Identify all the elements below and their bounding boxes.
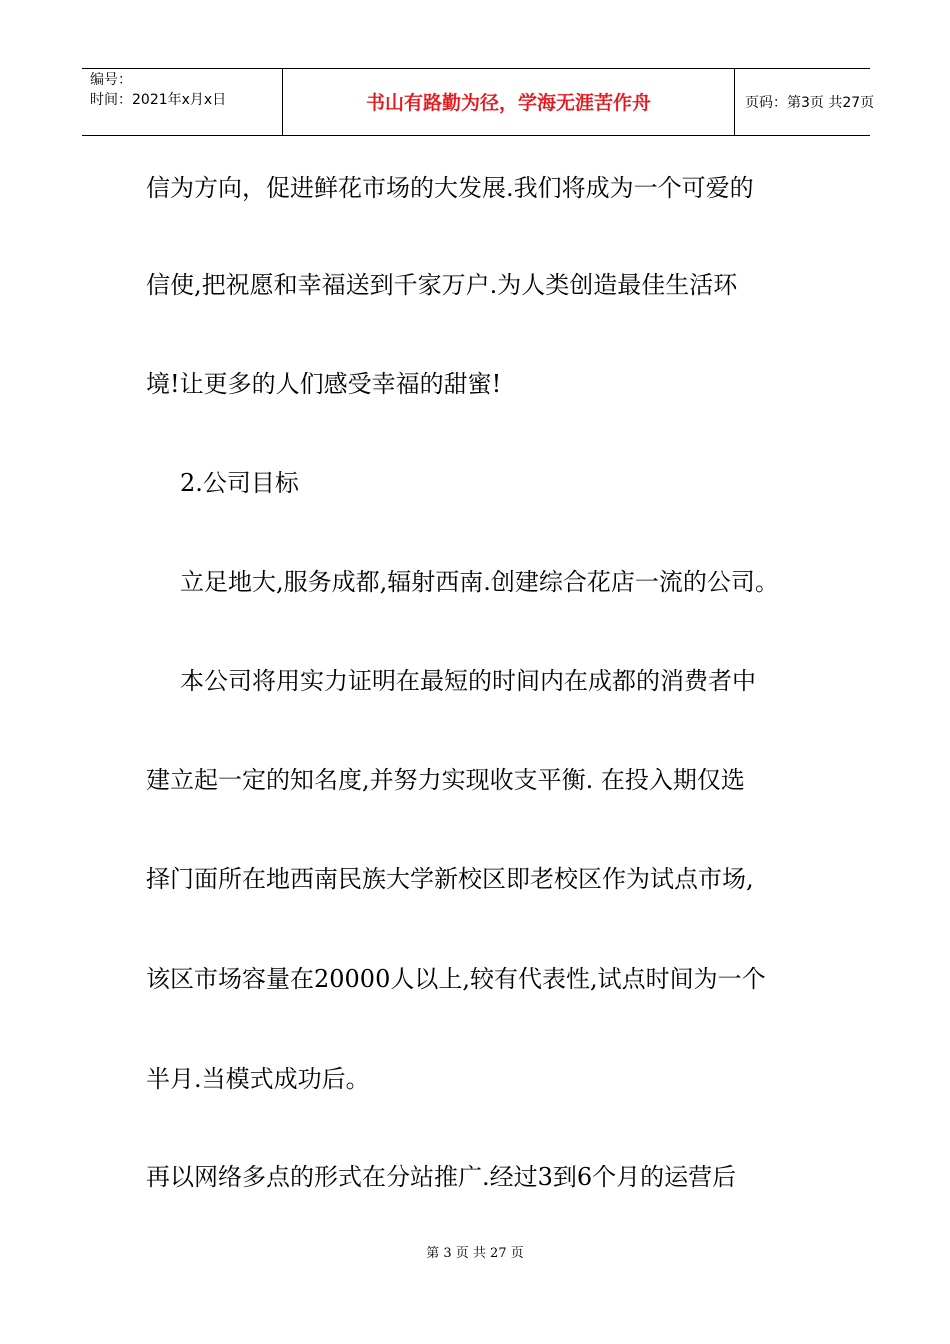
body-line: 半月.当模式成功后。 <box>146 1065 370 1093</box>
motto-text: 书山有路勤为径，学海无涯苦作舟 <box>365 92 651 114</box>
body-line: 该区市场容量在20000人以上,较有代表性,试点时间为一个 <box>146 965 766 993</box>
page-header <box>82 68 875 136</box>
body-line: 立足地大,服务成都,辐射西南.创建综合花店一流的公司。 <box>180 568 779 596</box>
body-line: 信使,把祝愿和幸福送到千家万户.为人类创造最佳生活环 <box>146 271 738 299</box>
header-page-cell <box>735 69 875 135</box>
body-line: 建立起一定的知名度,并努力实现收支平衡. 在投入期仅选 <box>146 766 745 794</box>
body-line: 本公司将用实力证明在最短的时间内在成都的消费者中 <box>180 667 756 695</box>
page-footer: 第 3 页 共 27 页 <box>426 1246 524 1261</box>
doc-number-label: 编号： <box>90 72 132 88</box>
body-line: 信为方向，促进鲜花市场的大发展.我们将成为一个可爱的 <box>146 174 754 202</box>
section-heading: 2.公司目标 <box>180 469 299 497</box>
header-page-code: 页码：第3页 共27页 <box>745 95 875 111</box>
body-line: 再以网络多点的形式在分站推广.经过3到6个月的运营后 <box>146 1163 737 1191</box>
body-line: 择门面所在地西南民族大学新校区即老校区作为试点市场, <box>146 865 754 893</box>
body-line: 境!让更多的人们感受幸福的甜蜜! <box>146 370 502 398</box>
header-info-cell <box>82 69 282 135</box>
doc-time-label: 时间：2021年x月x日 <box>90 92 227 108</box>
header-motto-cell <box>282 69 735 135</box>
